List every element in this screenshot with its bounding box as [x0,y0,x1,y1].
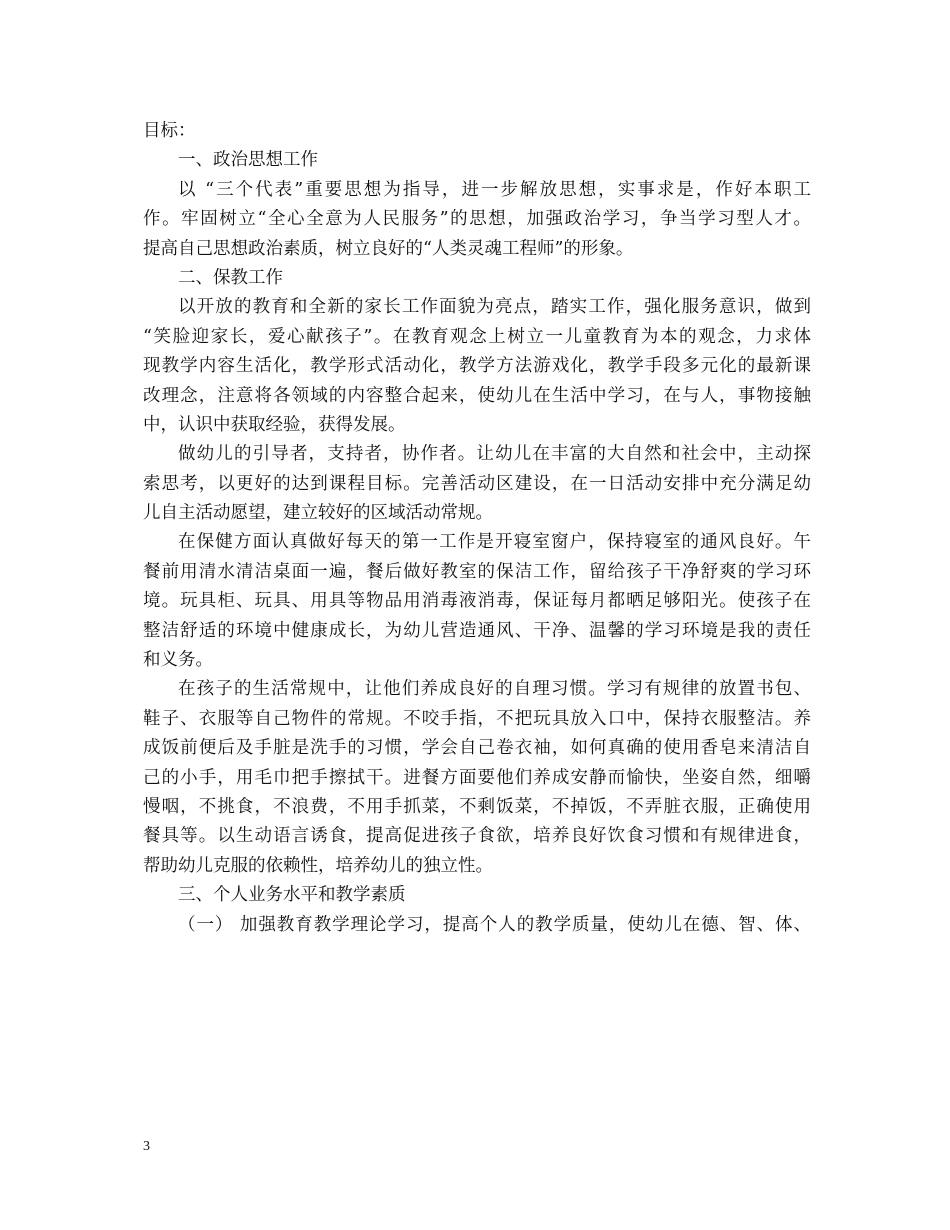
paragraph-line: 餐具等。以生动语言诱食，提高促进孩子食欲，培养良好饮食习惯和有规律进食， [143,826,811,847]
paragraph-line: 整洁舒适的环境中健康成长，为幼儿营造通风、干净、温馨的学习环境是我的责任 [143,620,811,641]
paragraph-line: “笑脸迎家长，爱心献孩子”。在教育观念上树立一儿童教育为本的观念，力求体 [143,326,811,347]
paragraph-line: 儿自主活动愿望，建立较好的区域活动常规。 [143,503,493,524]
paragraph-line: 在保健方面认真做好每天的第一工作是开寝室窗户，保持寝室的通风良好。午 [178,532,811,553]
paragraph-line: 帮助幼儿克服的依赖性，培养幼儿的独立性。 [143,855,493,876]
paragraph-line: 餐前用清水清洁桌面一遍，餐后做好教室的保洁工作，留给孩子干净舒爽的学习环 [143,561,811,582]
paragraph-line: 做幼儿的引导者，支持者，协作者。让幼儿在丰富的大自然和社会中，主动探 [178,444,811,465]
paragraph-line: 索思考，以更好的达到课程目标。完善活动区建设，在一日活动安排中充分满足幼 [143,473,811,494]
page-number: 3 [143,1139,150,1154]
paragraph-line: （一） 加强教育教学理论学习，提高个人的教学质量，使幼儿在德、智、体、 [178,914,811,935]
paragraph-line: 己的小手，用毛巾把手擦拭干。进餐方面要他们养成安静而愉快，坐姿自然，细嚼 [143,767,811,788]
section-heading-care-education: 二、保教工作 [178,267,283,288]
paragraph-line: 在孩子的生活常规中，让他们养成良好的自理习惯。学习有规律的放置书包、 [178,679,811,700]
paragraph-line: 作。牢固树立“全心全意为人民服务”的思想，加强政治学习，争当学习型人才。 [143,209,811,230]
paragraph-line: 改理念，注意将各领域的内容整合起来，使幼儿在生活中学习，在与人，事物接触 [143,385,811,406]
document-body [143,117,811,940]
paragraph-line: 现教学内容生活化，教学形式活动化，教学方法游戏化，教学手段多元化的最新课 [143,356,811,377]
paragraph-line: 鞋子、衣服等自己物件的常规。不咬手指，不把玩具放入口中，保持衣服整洁。养 [143,708,811,729]
paragraph-line: 以开放的教育和全新的家长工作面貌为亮点，踏实工作，强化服务意识，做到 [178,297,811,318]
paragraph-line: 慢咽，不挑食，不浪费，不用手抓菜，不剩饭菜，不掉饭，不弄脏衣服，正确使用 [143,796,811,817]
paragraph-line: 提高自己思想政治素质，树立良好的“人类灵魂工程师”的形象。 [143,238,634,259]
section-heading-professional-quality: 三、个人业务水平和教学素质 [178,885,406,906]
section-heading-politics: 一、政治思想工作 [178,150,318,171]
paragraph-line: 中，认识中获取经验，获得发展。 [143,414,406,435]
paragraph-line: 境。玩具柜、玩具、用具等物品用消毒液消毒，保证每月都晒足够阳光。使孩子在 [143,591,811,612]
paragraph-line: 以 “三个代表”重要思想为指导，进一步解放思想，实事求是，作好本职工 [178,179,811,200]
section-label: 目标： [143,121,196,141]
paragraph-line: 和义务。 [143,650,213,671]
paragraph-line: 成饭前便后及手脏是洗手的习惯，学会自己卷衣袖，如何真确的使用香皂来清洁自 [143,738,811,759]
